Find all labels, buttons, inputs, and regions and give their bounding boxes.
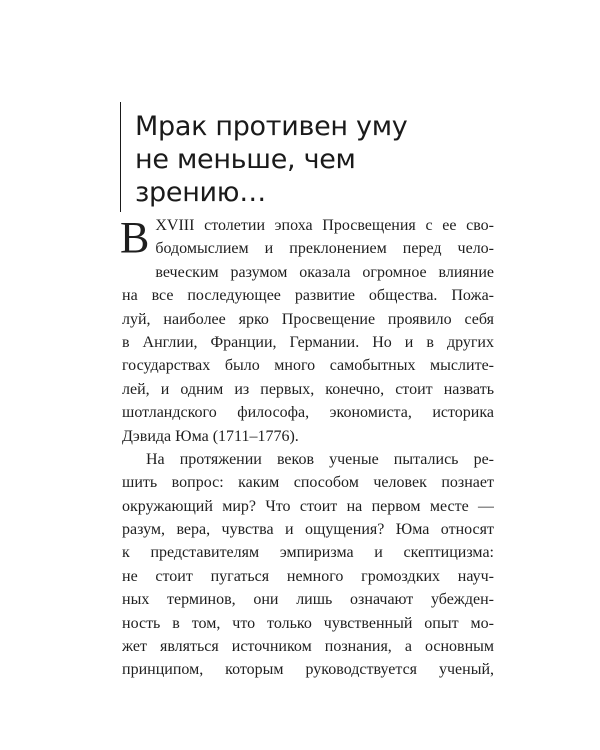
text-line: жет являться источником познания, а основным [122,638,494,656]
text-line: шотландского философа, экономиста, историка [122,404,494,422]
chapter-title-line-1: Мрак противен уму [135,111,408,142]
text-line: ных терминов, они лишь означают убежден- [122,591,494,609]
paragraph-2 [122,448,494,682]
text-line: лей, и одним из первых, конечно, стоит назвать [122,380,494,398]
text-line: ность в том, что только чувственный опыт мо- [122,614,494,632]
text-line: бодомыслием и преклонением перед чело- [155,240,494,258]
paragraph-1 [122,214,494,448]
text-line: луй, наиболее ярко Просвещение проявило себя [122,310,494,328]
text-line: принципом, которым руководствуется ученый, [122,661,494,679]
text-line: XVIII столетии эпоха Просвещения с ее сво- [155,217,494,234]
text-line: на все последующее развитие общества. Пожа- [122,287,494,305]
text-line: окружающий мир? Что стоит на первом месте — [122,497,494,515]
text-line: к представителям эмпиризма и скептицизма: [122,544,494,562]
chapter-title [120,102,407,212]
body-text [122,214,494,682]
chapter-title-line-3: зрению… [135,177,266,208]
text-line: в Англии, Франции, Германии. Но и в других [122,333,494,351]
chapter-title-line-2: не меньше, чем [135,144,356,175]
text-line: На протяжении веков ученые пытались ре- [146,450,494,468]
text-line: разум, вера, чувства и ощущения? Юма относят [122,521,494,539]
text-line: государствах было много самобытных мыслите- [122,357,494,375]
text-line: Дэвида Юма (1711–1776). [122,427,299,445]
drop-cap: В [120,213,150,262]
text-line: веческим разумом оказала огромное влияние [155,263,494,281]
text-line: не стоит пугаться немного громоздких науч- [122,567,494,585]
text-line: шить вопрос: каким способом человек познает [122,474,494,492]
